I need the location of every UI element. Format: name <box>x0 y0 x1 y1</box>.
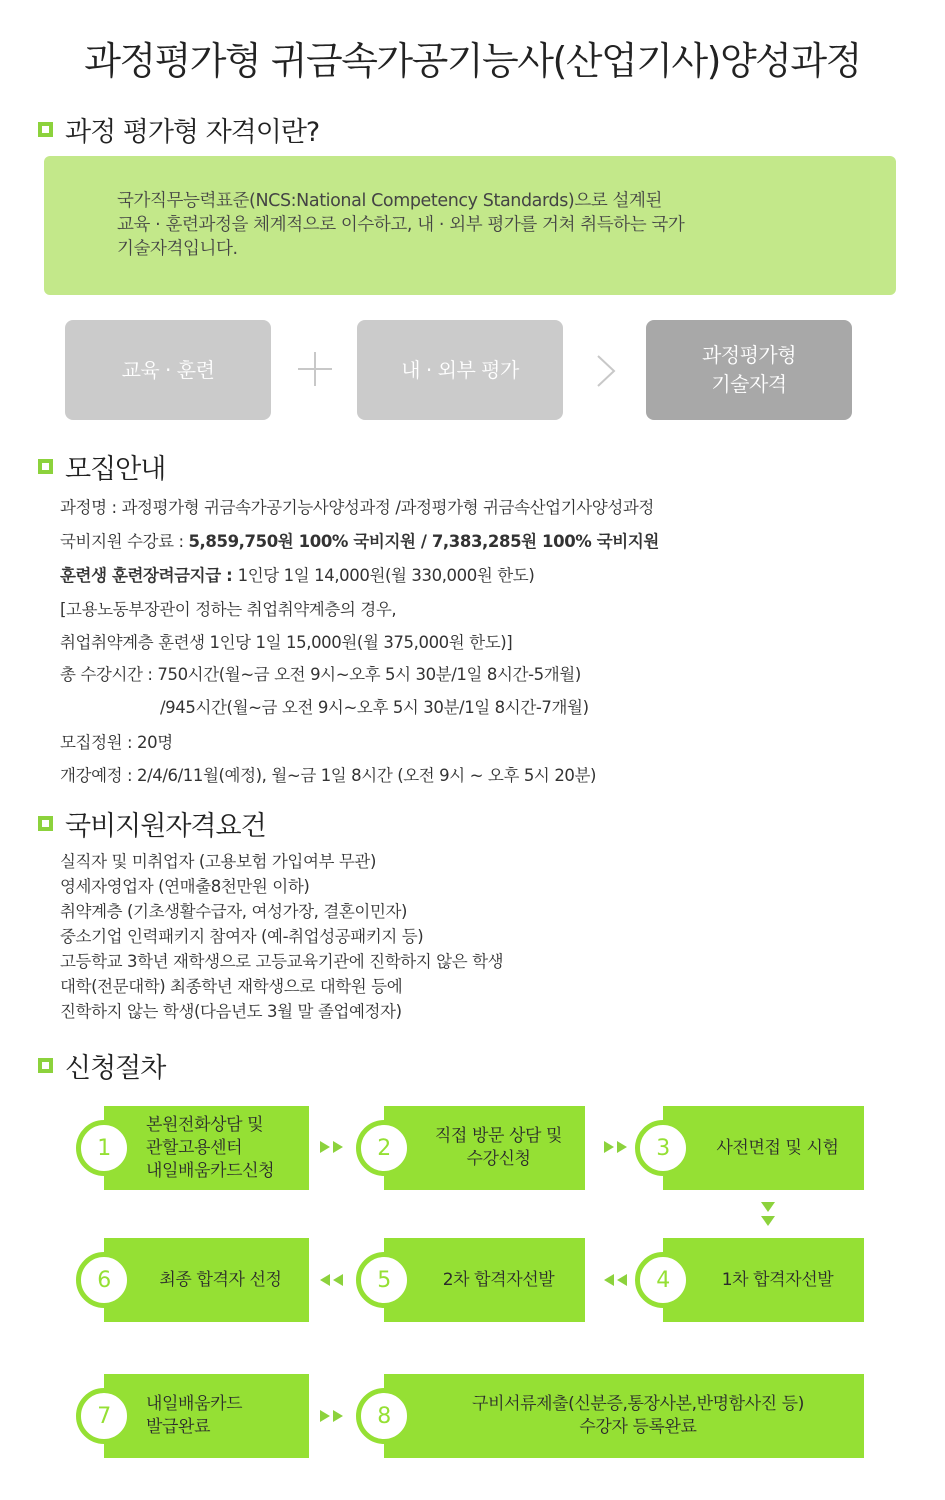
flow-box-evaluation: 내 · 외부 평가 <box>357 320 563 420</box>
plus-icon <box>298 352 332 386</box>
page-title: 과정평가형 귀금속가공기능사(산업기사)양성과정 <box>84 39 861 83</box>
list-item: 진학하지 않는 학생(다음년도 3월 말 졸업예정자) <box>60 1002 402 1021</box>
section-heading-recruit: 모집안내 <box>38 447 165 486</box>
step-number-badge: 1 <box>76 1120 132 1176</box>
definition-box <box>44 156 896 295</box>
square-bullet-icon <box>38 459 53 474</box>
total-hours-line1: 총 수강시간 : 750시간(월~금 오전 9시~오후 5시 30분/1일 8시간-5개월) <box>60 665 581 684</box>
section-heading-eligibility: 국비지원자격요건 <box>38 804 266 843</box>
step-number-badge: 5 <box>356 1252 412 1308</box>
definition-line: 국가직무능력표준(NCS:National Competency Standards)으로 설계된 <box>117 191 663 211</box>
step-number-badge: 7 <box>76 1388 132 1444</box>
capacity: 모집정원 : 20명 <box>60 733 173 752</box>
double-arrow-left-icon <box>318 1273 346 1287</box>
list-item: 실직자 및 미취업자 (고용보험 가입여부 무관) <box>60 852 377 871</box>
double-arrow-right-icon <box>318 1409 346 1423</box>
eligibility-list <box>60 849 503 1024</box>
vulnerable-note-line2: 취업취약계층 훈련생 1인당 1일 15,000원(월 375,000원 한도)] <box>60 633 513 652</box>
step-5: 5 2차 합격자선발 <box>384 1238 585 1322</box>
double-arrow-down-icon <box>758 1200 778 1230</box>
section-heading-procedure: 신청절차 <box>38 1046 165 1085</box>
step-7: 7 내일배움카드 발급완료 <box>104 1374 309 1458</box>
step-1: 1 본원전화상담 및 관할고용센터 내일배움카드신청 <box>104 1106 309 1190</box>
double-arrow-left-icon <box>602 1273 630 1287</box>
double-arrow-right-icon <box>318 1140 346 1154</box>
step-number-badge: 3 <box>635 1120 691 1176</box>
definition-line: 기술자격입니다. <box>117 239 238 259</box>
step-6: 6 최종 합격자 선정 <box>104 1238 309 1322</box>
step-3: 3 사전면접 및 시험 <box>663 1106 864 1190</box>
section-heading-definition: 과정 평가형 자격이란? <box>38 110 319 149</box>
step-number-badge: 4 <box>635 1252 691 1308</box>
step-4: 4 1차 합격자선발 <box>663 1238 864 1322</box>
list-item: 고등학교 3학년 재학생으로 고등교육기관에 진학하지 않은 학생 <box>60 952 504 971</box>
definition-line: 교육 · 훈련과정을 체계적으로 이수하고, 내 · 외부 평가를 거쳐 취득하는 국가 <box>117 215 685 235</box>
step-number-badge: 8 <box>356 1388 412 1444</box>
list-item: 중소기업 인력패키지 참여자 (예-취업성공패키지 등) <box>60 927 424 946</box>
flow-box-training: 교육 · 훈련 <box>65 320 271 420</box>
vulnerable-note-line1: [고용노동부장관이 정하는 취업취약계층의 경우, <box>60 600 397 619</box>
step-number-badge: 6 <box>76 1252 132 1308</box>
course-name: 과정명 : 과정평가형 귀금속가공기능사양성과정 /과정평가형 귀금속산업기사양성과정 <box>60 498 654 517</box>
training-allowance: 훈련생 훈련장려금지급 : 1인당 1일 14,000원(월 330,000원 한도) <box>60 566 535 585</box>
total-hours-line2: /945시간(월~금 오전 9시~오후 5시 30분/1일 8시간-7개월) <box>160 698 589 717</box>
double-arrow-right-icon <box>602 1140 630 1154</box>
list-item: 취약계층 (기초생활수급자, 여성가장, 결혼이민자) <box>60 902 408 921</box>
list-item: 대학(전문대학) 최종학년 재학생으로 대학원 등에 <box>60 977 403 996</box>
step-8: 8 구비서류제출(신분증,통장사본,반명함사진 등) 수강자 등록완료 <box>384 1374 864 1458</box>
chevron-right-icon <box>590 354 620 388</box>
square-bullet-icon <box>38 816 53 831</box>
square-bullet-icon <box>38 122 53 137</box>
list-item: 영세자영업자 (연매출8천만원 이하) <box>60 877 310 896</box>
step-number-badge: 2 <box>356 1120 412 1176</box>
step-2: 2 직접 방문 상담 및 수강신청 <box>384 1106 585 1190</box>
flow-box-qualification: 과정평가형 기술자격 <box>646 320 852 420</box>
start-schedule: 개강예정 : 2/4/6/11월(예정), 월~금 1일 8시간 (오전 9시 ~ 오후 5시 20분) <box>60 766 597 785</box>
tuition-fee: 국비지원 수강료 : 5,859,750원 100% 국비지원 / 7,383,285원 100% 국비지원 <box>60 532 659 551</box>
square-bullet-icon <box>38 1058 53 1073</box>
